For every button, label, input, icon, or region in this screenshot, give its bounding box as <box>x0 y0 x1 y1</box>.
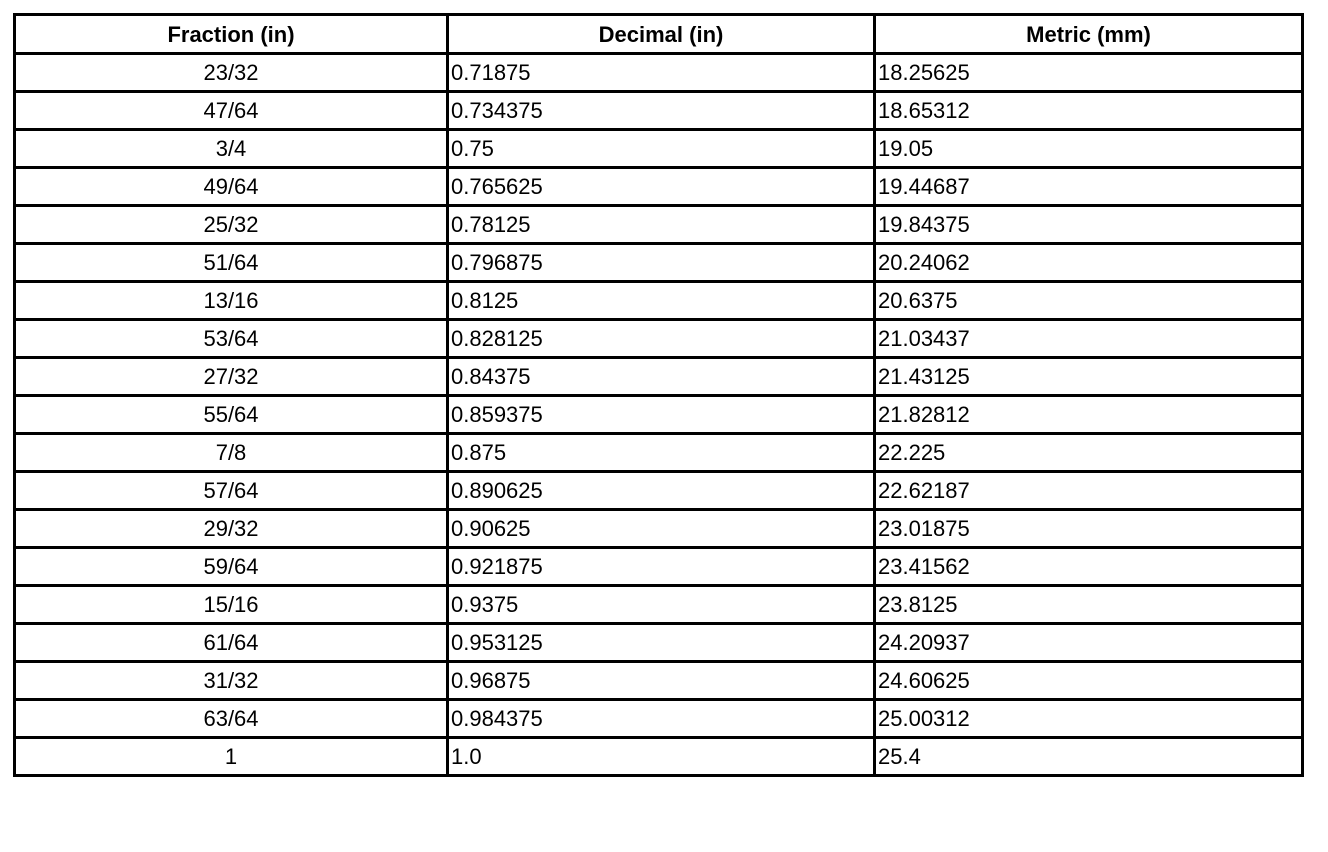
table-row <box>15 320 1303 358</box>
table-row <box>15 244 1303 282</box>
cell-fraction: 51/64 <box>15 244 448 282</box>
table-row <box>15 130 1303 168</box>
header-fraction: Fraction (in) <box>15 15 448 54</box>
cell-decimal: 0.84375 <box>448 358 875 396</box>
cell-metric: 23.41562 <box>875 548 1303 586</box>
cell-metric: 21.43125 <box>875 358 1303 396</box>
table-row <box>15 282 1303 320</box>
table-row <box>15 168 1303 206</box>
cell-decimal: 0.765625 <box>448 168 875 206</box>
table-row <box>15 586 1303 624</box>
header-metric: Metric (mm) <box>875 15 1303 54</box>
cell-decimal: 0.890625 <box>448 472 875 510</box>
cell-decimal: 0.9375 <box>448 586 875 624</box>
conversion-table <box>13 13 1304 777</box>
cell-metric: 19.05 <box>875 130 1303 168</box>
cell-metric: 20.24062 <box>875 244 1303 282</box>
cell-metric: 24.60625 <box>875 662 1303 700</box>
cell-fraction: 57/64 <box>15 472 448 510</box>
table-row <box>15 624 1303 662</box>
cell-metric: 23.8125 <box>875 586 1303 624</box>
conversion-table-container <box>13 13 1301 777</box>
cell-metric: 20.6375 <box>875 282 1303 320</box>
cell-fraction: 59/64 <box>15 548 448 586</box>
table-row <box>15 700 1303 738</box>
header-row <box>15 15 1303 54</box>
table-row <box>15 206 1303 244</box>
cell-decimal: 0.96875 <box>448 662 875 700</box>
table-row <box>15 738 1303 776</box>
cell-decimal: 1.0 <box>448 738 875 776</box>
cell-fraction: 47/64 <box>15 92 448 130</box>
cell-metric: 19.84375 <box>875 206 1303 244</box>
cell-metric: 25.00312 <box>875 700 1303 738</box>
cell-decimal: 0.90625 <box>448 510 875 548</box>
cell-decimal: 0.71875 <box>448 54 875 92</box>
cell-fraction: 3/4 <box>15 130 448 168</box>
cell-decimal: 0.953125 <box>448 624 875 662</box>
table-row <box>15 662 1303 700</box>
table-row <box>15 548 1303 586</box>
cell-decimal: 0.796875 <box>448 244 875 282</box>
table-body <box>15 54 1303 776</box>
cell-fraction: 25/32 <box>15 206 448 244</box>
table-row <box>15 472 1303 510</box>
cell-metric: 22.225 <box>875 434 1303 472</box>
cell-metric: 25.4 <box>875 738 1303 776</box>
cell-decimal: 0.859375 <box>448 396 875 434</box>
cell-decimal: 0.921875 <box>448 548 875 586</box>
cell-decimal: 0.984375 <box>448 700 875 738</box>
cell-metric: 21.03437 <box>875 320 1303 358</box>
table-row <box>15 510 1303 548</box>
table-header <box>15 15 1303 54</box>
table-row <box>15 54 1303 92</box>
cell-fraction: 27/32 <box>15 358 448 396</box>
cell-decimal: 0.8125 <box>448 282 875 320</box>
cell-metric: 23.01875 <box>875 510 1303 548</box>
cell-decimal: 0.734375 <box>448 92 875 130</box>
cell-metric: 21.82812 <box>875 396 1303 434</box>
cell-fraction: 49/64 <box>15 168 448 206</box>
cell-fraction: 53/64 <box>15 320 448 358</box>
cell-decimal: 0.875 <box>448 434 875 472</box>
cell-fraction: 15/16 <box>15 586 448 624</box>
cell-fraction: 13/16 <box>15 282 448 320</box>
table-row <box>15 358 1303 396</box>
cell-fraction: 31/32 <box>15 662 448 700</box>
cell-fraction: 61/64 <box>15 624 448 662</box>
cell-metric: 18.25625 <box>875 54 1303 92</box>
cell-metric: 22.62187 <box>875 472 1303 510</box>
table-row <box>15 434 1303 472</box>
cell-decimal: 0.75 <box>448 130 875 168</box>
cell-fraction: 23/32 <box>15 54 448 92</box>
cell-fraction: 55/64 <box>15 396 448 434</box>
cell-decimal: 0.78125 <box>448 206 875 244</box>
cell-fraction: 7/8 <box>15 434 448 472</box>
header-decimal: Decimal (in) <box>448 15 875 54</box>
cell-fraction: 29/32 <box>15 510 448 548</box>
cell-decimal: 0.828125 <box>448 320 875 358</box>
table-row <box>15 92 1303 130</box>
cell-fraction: 1 <box>15 738 448 776</box>
cell-metric: 18.65312 <box>875 92 1303 130</box>
cell-metric: 24.20937 <box>875 624 1303 662</box>
cell-metric: 19.44687 <box>875 168 1303 206</box>
cell-fraction: 63/64 <box>15 700 448 738</box>
table-row <box>15 396 1303 434</box>
